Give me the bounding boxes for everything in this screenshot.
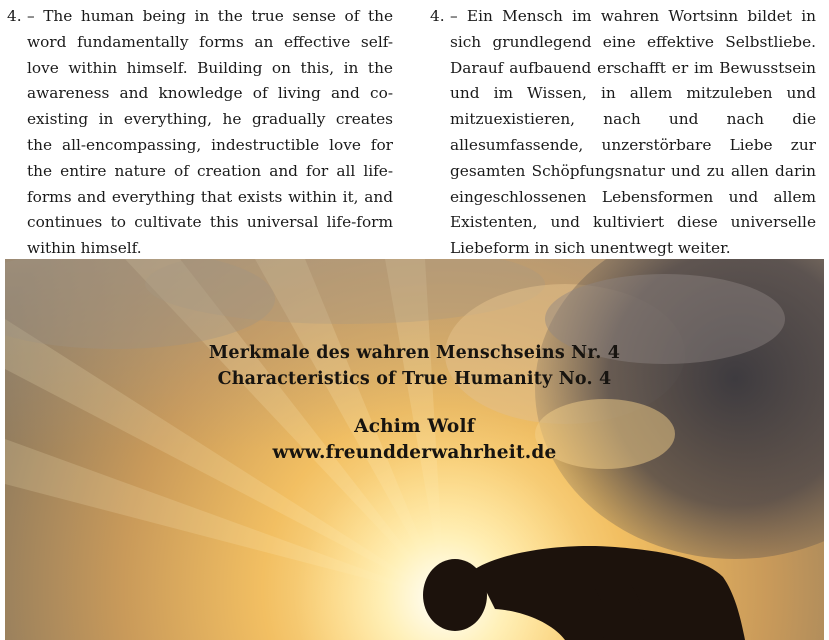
sunset-meditation-image [5,259,824,640]
caption-website: www.freundderwahrheit.de [272,442,557,463]
item-number: 4. [7,7,22,25]
english-text-column [7,4,393,262]
caption-title-english: Characteristics of True Humanity No. 4 [217,369,612,389]
german-text-column [430,4,816,262]
item-number: 4. [430,7,445,25]
caption-author: Achim Wolf [354,416,475,437]
german-paragraph: – Ein Mensch im wahren Wortsinn bildet in sich grundlegend eine effektive Selbstliebe. Darauf aufbauend erschafft er im Bewusstsein und im Wissen, in allem mitzuleben und mitzuexistieren, nach und nach die allesumfassende, unzerstörbare Liebe zur gesamten Schöpfungsnatur und zu allen darin eingeschlossenen Lebensformen und allem Existenten, und kultiviert diese universelle Liebeform in sich unentwegt weiter. [450,7,816,258]
caption-title-german: Merkmale des wahren Menschseins Nr. 4 [208,343,621,363]
english-paragraph: – The human being in the true sense of the word fundamentally forms an effective self-love within himself. Building on this, in the awareness and knowledge of living and co-existing in everything, he gradually creates the all-encompassing, indestructible love for the entire nature of creation and for all life-forms and everything that exists within it, and continues to cultivate this universal life-form within himself. [27,7,393,258]
